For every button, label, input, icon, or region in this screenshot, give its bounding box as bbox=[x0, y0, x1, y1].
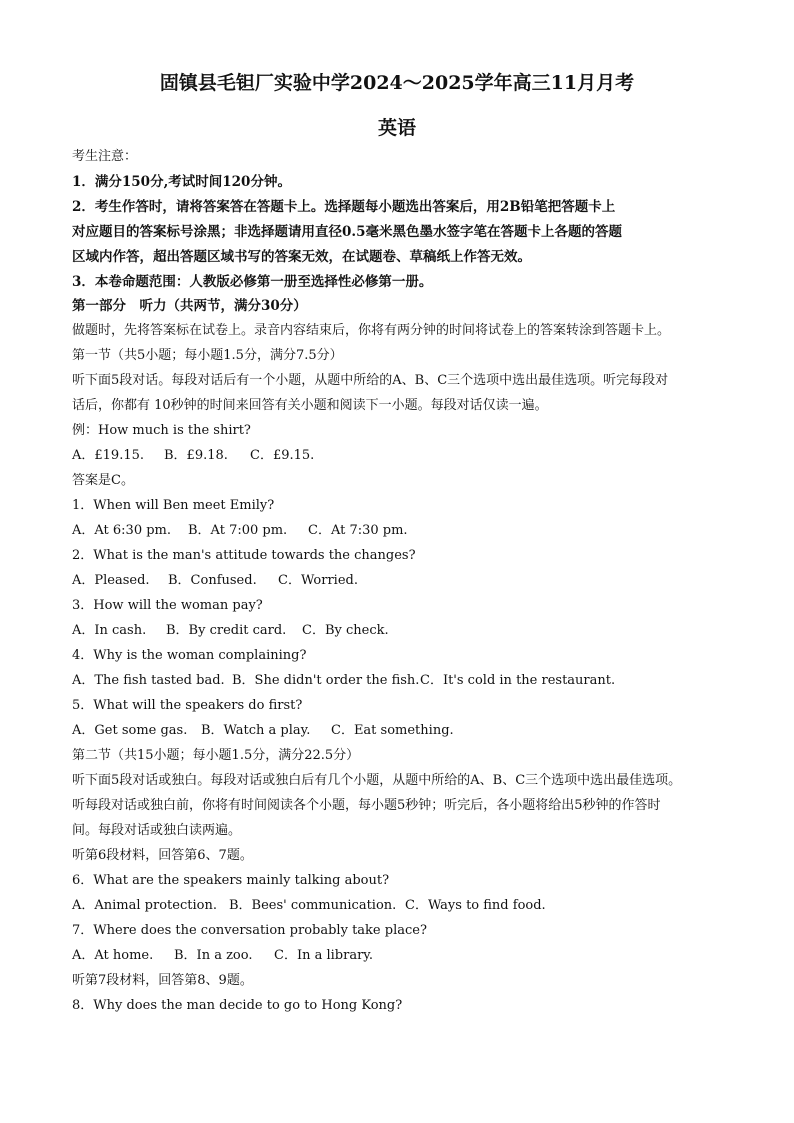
question-7-options bbox=[72, 946, 373, 966]
question-4: 4．Why is the woman complaining? bbox=[72, 648, 307, 663]
notice-item-1: 1．满分150分,考试时间120分钟。 bbox=[72, 174, 291, 190]
option-b: B．Confused. bbox=[168, 573, 257, 588]
option-c: C．Ways to find food. bbox=[405, 898, 546, 913]
option-c: C．£9.15. bbox=[250, 448, 315, 463]
example-answer: 答案是C。 bbox=[72, 473, 134, 488]
question-5: 5．What will the speakers do first? bbox=[72, 698, 303, 713]
option-a: A．Pleased. bbox=[72, 573, 150, 588]
option-a: A．The fish tasted bad. bbox=[72, 673, 225, 688]
question-7: 7．Where does the conversation probably take place? bbox=[72, 923, 427, 938]
subject-title: 英语 bbox=[377, 117, 416, 139]
option-b: B．At 7:00 pm. bbox=[188, 523, 288, 538]
option-b: B．She didn't order the fish. bbox=[232, 673, 420, 688]
notice-item-2: 2．考生作答时，请将答案答在答题卡上。选择题每小题选出答案后，用2B铅笔把答题卡上 bbox=[72, 199, 616, 215]
question-2: 2．What is the man's attitude towards the changes? bbox=[72, 548, 416, 563]
option-c: C．It's cold in the restaurant. bbox=[420, 673, 616, 688]
option-c: C．By check. bbox=[302, 623, 389, 638]
section2-heading: 第二节（共15小题；每小题1.5分，满分22.5分） bbox=[72, 748, 360, 763]
option-b: B．By credit card. bbox=[166, 623, 287, 638]
part1-intro: 做题时，先将答案标在试卷上。录音内容结束后，你将有两分钟的时间将试卷上的答案转涂到答题卡上。 bbox=[72, 323, 671, 338]
material-7-label: 听第7段材料，回答第8、9题。 bbox=[72, 973, 253, 988]
option-c: C．Eat something. bbox=[331, 723, 454, 738]
notice-item-2-cont: 对应题目的答案标号涂黑；非选择题请用直径0.5毫米黑色墨水签字笔在答题卡上各题的答题 bbox=[72, 224, 622, 240]
notice-heading: 考生注意： bbox=[72, 149, 138, 164]
section1-heading: 第一节（共5小题；每小题1.5分，满分7.5分） bbox=[72, 348, 343, 363]
example-question: 例：How much is the shirt? bbox=[72, 423, 251, 438]
question-3: 3．How will the woman pay? bbox=[72, 598, 263, 613]
example-options bbox=[72, 446, 314, 466]
question-1: 1．When will Ben meet Emily? bbox=[72, 498, 275, 513]
question-2-options bbox=[72, 571, 358, 591]
part1-heading: 第一部分 听力（共两节，满分30分） bbox=[72, 298, 307, 314]
question-6: 6．What are the speakers mainly talking about? bbox=[72, 873, 390, 888]
option-a: A．Animal protection. bbox=[72, 898, 217, 913]
exam-title: 固镇县毛钽厂实验中学2024～2025学年高三11月月考 bbox=[159, 72, 635, 94]
notice-item-2-cont2: 区域内作答，超出答题区域书写的答案无效，在试题卷、草稿纸上作答无效。 bbox=[72, 249, 531, 265]
section2-instruction-cont2: 间。每段对话或独白读两遍。 bbox=[72, 823, 242, 838]
question-1-options bbox=[72, 521, 408, 541]
section1-instruction-cont: 话后，你都有 10秒钟的时间来回答有关小题和阅读下一小题。每段对话仅读一遍。 bbox=[72, 398, 548, 413]
option-a: A．£19.15. bbox=[72, 448, 145, 463]
section2-instruction-cont: 听每段对话或独白前，你将有时间阅读各个小题，每小题5秒钟；听完后，各小题将给出5秒钟的作答时 bbox=[72, 798, 661, 813]
option-c: C．At 7:30 pm. bbox=[308, 523, 408, 538]
option-a: A．In cash. bbox=[72, 623, 147, 638]
option-b: B．In a zoo. bbox=[174, 948, 253, 963]
option-c: C．Worried. bbox=[278, 573, 358, 588]
section2-instruction: 听下面5段对话或独白。每段对话或独白后有几个小题，从题中所给的A、B、C三个选项中选出最佳选项。 bbox=[72, 773, 682, 788]
question-5-options bbox=[72, 721, 454, 741]
option-c: C．In a library. bbox=[274, 948, 374, 963]
option-a: A．Get some gas. bbox=[72, 723, 188, 738]
notice-item-3: 3．本卷命题范围：人教版必修第一册至选择性必修第一册。 bbox=[72, 274, 433, 290]
question-8: 8．Why does the man decide to go to Hong Kong? bbox=[72, 998, 403, 1013]
option-b: B．£9.18. bbox=[164, 448, 228, 463]
material-6-label: 听第6段材料，回答第6、7题。 bbox=[72, 848, 253, 863]
option-a: A．At home. bbox=[72, 948, 154, 963]
option-a: A．At 6:30 pm. bbox=[72, 523, 172, 538]
question-6-options bbox=[72, 896, 546, 916]
option-b: B．Bees' communication. bbox=[229, 898, 397, 913]
question-3-options bbox=[72, 621, 389, 641]
section1-instruction: 听下面5段对话。每段对话后有一个小题，从题中所给的A、B、C三个选项中选出最佳选项。听完每段对 bbox=[72, 373, 669, 388]
question-4-options bbox=[72, 671, 615, 691]
option-b: B．Watch a play. bbox=[201, 723, 311, 738]
